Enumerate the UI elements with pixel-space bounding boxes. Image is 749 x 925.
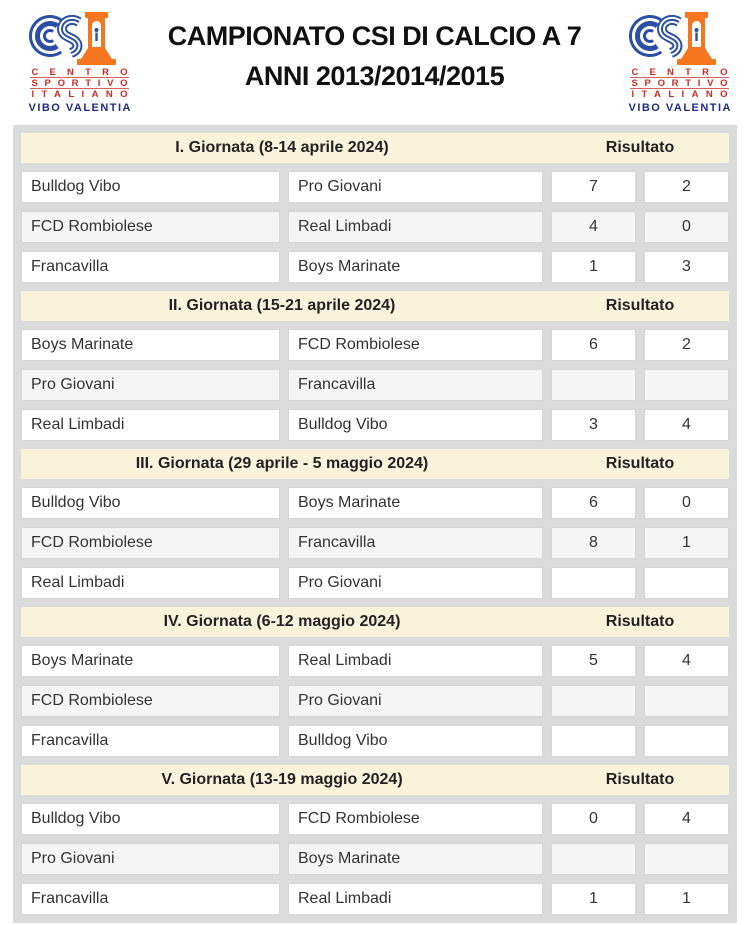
result-column-header: Risultato — [605, 771, 675, 788]
round-title: V. Giornata (13-19 maggio 2024) — [161, 771, 403, 788]
home-team: Pro Giovani — [21, 369, 280, 401]
home-score — [551, 685, 636, 717]
logo-text-vibo-valentia: VIBO VALENTIA — [628, 102, 731, 114]
round-title: III. Giornata (29 aprile - 5 maggio 2024) — [135, 455, 429, 472]
match-row — [21, 211, 729, 243]
logo-text-italiano: ITALIANO — [31, 89, 128, 100]
home-team: FCD Rombiolese — [21, 211, 280, 243]
home-score: 1 — [551, 251, 636, 283]
round-title: IV. Giornata (6-12 maggio 2024) — [163, 613, 401, 630]
round-header-1 — [21, 133, 729, 163]
logo-text-centro: CENTRO — [31, 67, 128, 78]
home-team: Bulldog Vibo — [21, 171, 280, 203]
page-header — [0, 0, 749, 125]
match-row — [21, 369, 729, 401]
away-team: Real Limbadi — [288, 645, 543, 677]
match-row — [21, 251, 729, 283]
away-team: Real Limbadi — [288, 211, 543, 243]
away-score: 3 — [644, 251, 729, 283]
away-team: Boys Marinate — [288, 251, 543, 283]
away-score — [644, 369, 729, 401]
logo-text-vibo-valentia: VIBO VALENTIA — [28, 102, 131, 114]
home-team: Bulldog Vibo — [21, 803, 280, 835]
home-team: Real Limbadi — [21, 409, 280, 441]
home-team: Boys Marinate — [21, 329, 280, 361]
home-score: 3 — [551, 409, 636, 441]
result-column-header: Risultato — [605, 139, 675, 156]
home-score — [551, 843, 636, 875]
away-team: Pro Giovani — [288, 171, 543, 203]
home-score: 5 — [551, 645, 636, 677]
home-team: Pro Giovani — [21, 843, 280, 875]
away-score: 4 — [644, 645, 729, 677]
away-team: Francavilla — [288, 369, 543, 401]
away-score — [644, 567, 729, 599]
results-table — [13, 125, 737, 923]
away-score — [644, 843, 729, 875]
away-score: 1 — [644, 527, 729, 559]
round-header-4 — [21, 607, 729, 637]
page-title — [150, 16, 599, 96]
match-row — [21, 171, 729, 203]
away-team: Real Limbadi — [288, 883, 543, 915]
away-team: Bulldog Vibo — [288, 725, 543, 757]
csi-mark-icon — [37, 12, 116, 65]
away-score: 1 — [644, 883, 729, 915]
match-row — [21, 843, 729, 875]
home-score: 0 — [551, 803, 636, 835]
round-header-3 — [21, 449, 729, 479]
home-team: FCD Rombiolese — [21, 527, 280, 559]
away-team: Bulldog Vibo — [288, 409, 543, 441]
match-row — [21, 329, 729, 361]
away-score: 2 — [644, 329, 729, 361]
match-row — [21, 685, 729, 717]
home-score: 1 — [551, 883, 636, 915]
away-score: 0 — [644, 211, 729, 243]
home-score: 8 — [551, 527, 636, 559]
match-row — [21, 725, 729, 757]
away-team: Boys Marinate — [288, 843, 543, 875]
home-score: 4 — [551, 211, 636, 243]
logo-text-sportivo: SPORTIVO — [31, 78, 128, 89]
round-title: II. Giornata (15-21 aprile 2024) — [168, 297, 396, 314]
logo-text-italiano: ITALIANO — [631, 89, 728, 100]
logo-text-sportivo: SPORTIVO — [631, 78, 728, 89]
away-score — [644, 725, 729, 757]
away-team: Pro Giovani — [288, 567, 543, 599]
away-score — [644, 685, 729, 717]
home-team: Boys Marinate — [21, 645, 280, 677]
round-header-2 — [21, 291, 729, 321]
page-title-line1: CAMPIONATO CSI DI CALCIO A 7 — [167, 21, 582, 51]
match-row — [21, 645, 729, 677]
home-team: Francavilla — [21, 725, 280, 757]
match-row — [21, 487, 729, 519]
home-score: 7 — [551, 171, 636, 203]
away-score: 4 — [644, 409, 729, 441]
home-team: Francavilla — [21, 251, 280, 283]
away-score: 0 — [644, 487, 729, 519]
result-column-header: Risultato — [605, 455, 675, 472]
away-team: Pro Giovani — [288, 685, 543, 717]
csi-mark-icon — [637, 12, 716, 65]
home-score — [551, 567, 636, 599]
home-team: FCD Rombiolese — [21, 685, 280, 717]
home-team: Bulldog Vibo — [21, 487, 280, 519]
match-row — [21, 527, 729, 559]
match-row — [21, 883, 729, 915]
logo-text-centro: CENTRO — [631, 67, 728, 78]
home-score: 6 — [551, 487, 636, 519]
home-team: Real Limbadi — [21, 567, 280, 599]
away-team: Francavilla — [288, 527, 543, 559]
page-title-line2: ANNI 2013/2014/2015 — [244, 61, 505, 91]
csi-logo-right — [623, 7, 736, 117]
round-header-5 — [21, 765, 729, 795]
csi-logo-left — [23, 7, 136, 117]
away-score: 2 — [644, 171, 729, 203]
home-score — [551, 369, 636, 401]
away-team: FCD Rombiolese — [288, 803, 543, 835]
match-row — [21, 567, 729, 599]
away-team: FCD Rombiolese — [288, 329, 543, 361]
match-row — [21, 803, 729, 835]
round-title: I. Giornata (8-14 aprile 2024) — [175, 139, 389, 156]
result-column-header: Risultato — [605, 613, 675, 630]
away-team: Boys Marinate — [288, 487, 543, 519]
home-team: Francavilla — [21, 883, 280, 915]
match-row — [21, 409, 729, 441]
away-score: 4 — [644, 803, 729, 835]
home-score — [551, 725, 636, 757]
home-score: 6 — [551, 329, 636, 361]
result-column-header: Risultato — [605, 297, 675, 314]
